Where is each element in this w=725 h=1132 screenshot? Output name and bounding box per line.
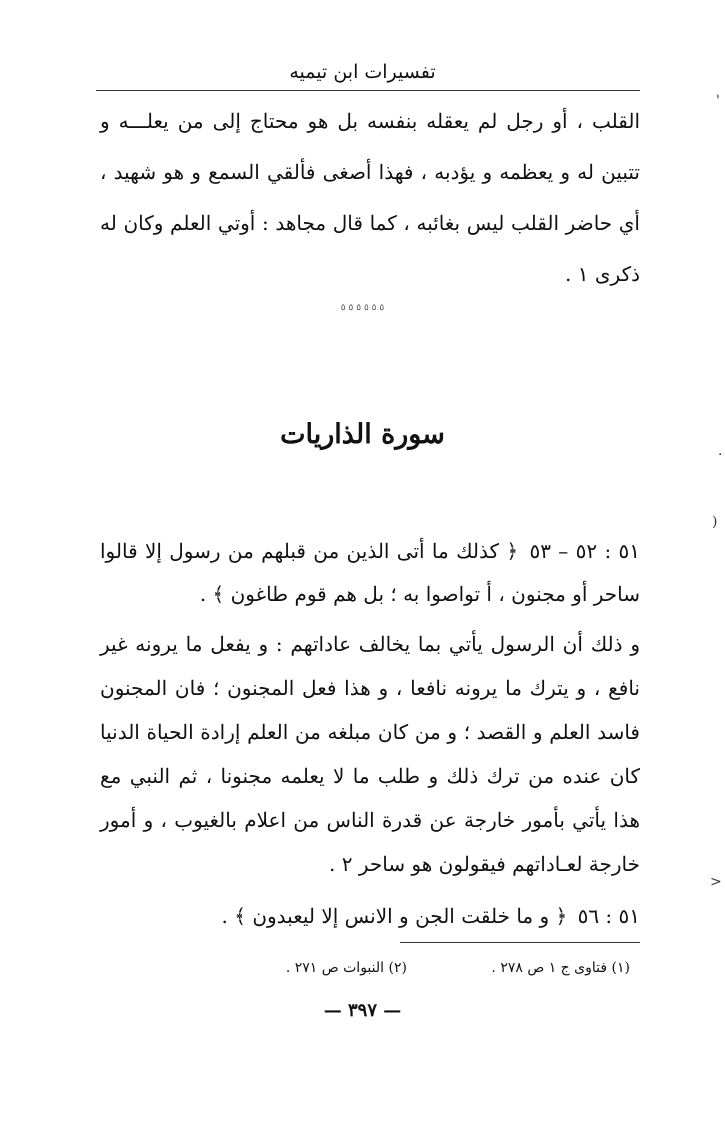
surah-title: سورة الذاريات xyxy=(280,419,445,450)
verse-reference: ٥١ : ٥٦ xyxy=(577,904,640,928)
verse-reference: ٥١ : ٥٢ – ٥٣ xyxy=(529,539,641,563)
verse-block-2 xyxy=(100,896,640,936)
explanation-paragraph: و ذلك أن الرسول يأتي بما يخالف عاداتهم : و يفعل ما يرونه غير نافع ، و يترك ما يرونه نافعا ، و هذا فعل المجنون ؛ فان المجنون فاسد العلم و القصد ؛ و من كان مبلغه من العلم إرادة الحياة الدنيا كان عنده من ترك ذلك و طلب ما لا يعلمه مجنونا ، ثم النبي مع هذا يأتي بأمور خارجة عن قدرة الناس من اعلام بالغيوب ، و أمور خارجة لعـاداتهم فيقولون هو ساحر ٢ . xyxy=(100,632,640,876)
footnote-2: (٢) النبوات ص ٢٧١ . xyxy=(285,960,407,976)
page-number: — ٣٩٧ — xyxy=(323,1000,402,1021)
verse-text: ﴿ كذلك ما أتى الذين من قبلهم من رسول إلا قالوا ساحر أو مجنون ، أ تواصوا به ؛ بل هم قوم طاغون ﴾ . xyxy=(100,539,640,606)
edge-mark: ' xyxy=(716,93,720,109)
verse-block-1 xyxy=(100,530,640,616)
section-ornament: ٥ ٥ ٥ ٥ ٥ ٥ xyxy=(340,303,385,313)
running-header: تفسيرات ابن تيميه xyxy=(289,61,436,83)
top-paragraph: القلب ، أو رجل لم يعقله بنفسه بل هو محتاج إلى من يعلـــه و تتبين له و يعظمه و يؤدبه ، فهذا أصغى فألقي السمع و هو شهيد ، أي حاضر القلب ليس بغائبه ، كما قال مجاهد : أوتي العلم وكان له ذكرى ١ . xyxy=(100,109,640,286)
header-rule xyxy=(96,90,640,91)
footnote-1: (١) فتاوى ج ١ ص ٢٧٨ . xyxy=(491,960,630,976)
footnote-rule xyxy=(400,942,640,943)
edge-mark: ) xyxy=(712,514,718,530)
edge-mark: > xyxy=(710,874,722,890)
verse-text: ﴿ و ما خلقت الجن و الانس إلا ليعبدون ﴾ . xyxy=(221,904,568,928)
edge-mark: · xyxy=(718,447,723,463)
footnotes xyxy=(200,955,630,981)
